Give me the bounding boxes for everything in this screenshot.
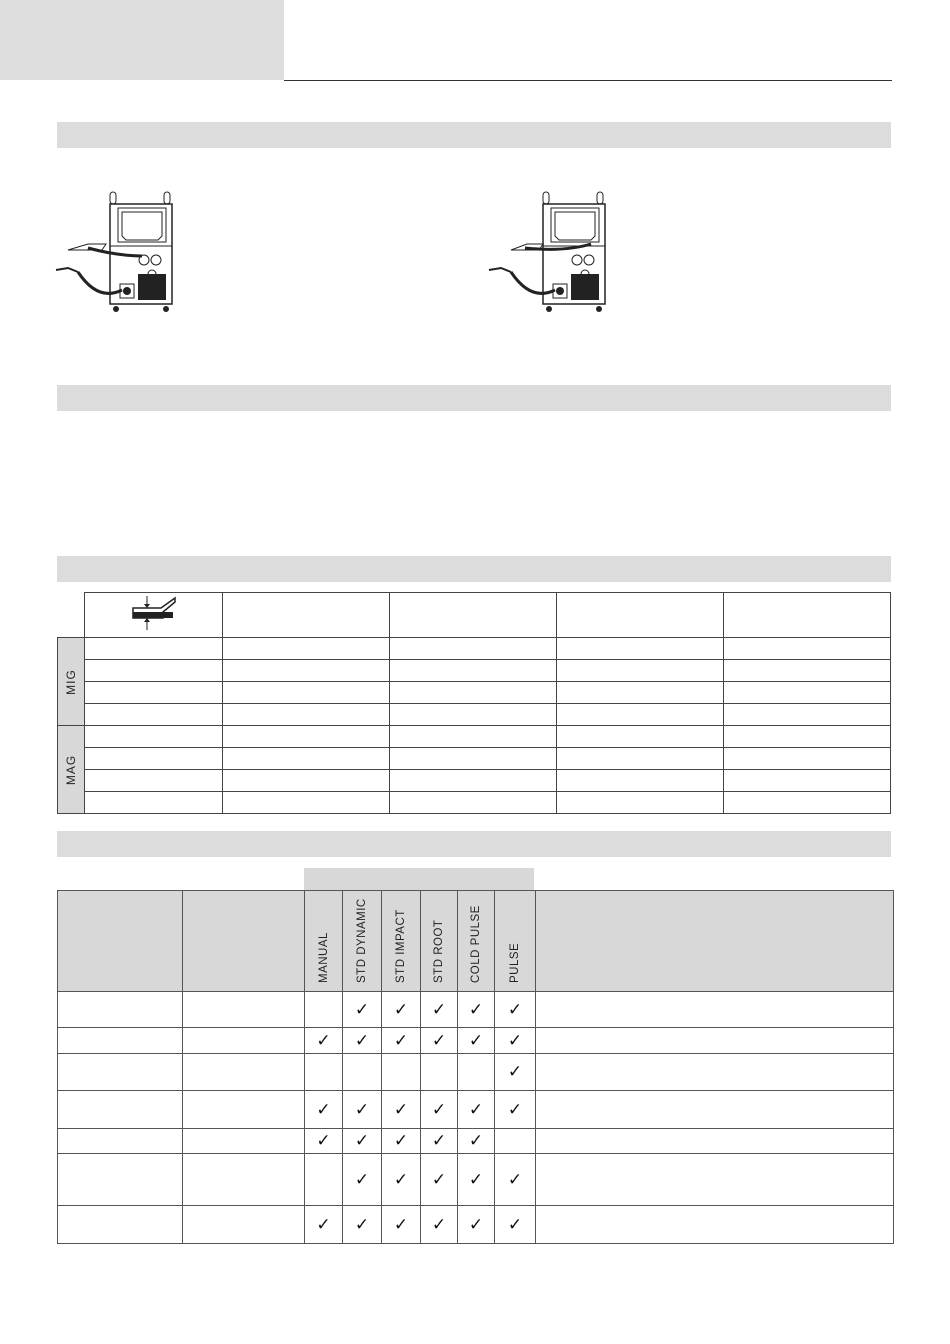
table-cell xyxy=(58,1129,183,1154)
mode-cell xyxy=(495,1028,536,1054)
table-cell xyxy=(223,770,390,792)
table-cell xyxy=(58,1054,183,1091)
table-cell xyxy=(557,660,724,682)
thickness-header-cell xyxy=(85,593,223,638)
mode-cell xyxy=(305,992,343,1028)
table-cell xyxy=(223,726,390,748)
mode-header-pulse: PULSE xyxy=(495,891,536,992)
mode-cell xyxy=(382,1091,421,1129)
header-cell xyxy=(183,891,305,992)
table-cell xyxy=(390,638,557,660)
mode-cell xyxy=(343,1129,382,1154)
checkmark-icon: ✓ xyxy=(431,1169,447,1190)
mode-cell xyxy=(343,1154,382,1206)
mode-cell xyxy=(305,1091,343,1129)
table-cell xyxy=(536,1129,894,1154)
checkmark-icon: ✓ xyxy=(393,1169,409,1190)
table-cell xyxy=(183,1154,305,1206)
table-cell xyxy=(223,748,390,770)
table-cell xyxy=(557,704,724,726)
table-cell xyxy=(183,1091,305,1129)
welding-machine-illustration-left xyxy=(52,188,182,314)
mode-cell xyxy=(458,1054,495,1091)
mode-header-std-impact: STD IMPACT xyxy=(382,891,421,992)
checkmark-icon: ✓ xyxy=(431,1131,447,1151)
mode-cell xyxy=(495,1129,536,1154)
table-cell xyxy=(557,748,724,770)
table-cell xyxy=(536,1154,894,1206)
mode-cell xyxy=(421,1129,458,1154)
header-cell xyxy=(390,593,557,638)
header-cell xyxy=(58,891,183,992)
table-cell xyxy=(183,1129,305,1154)
mode-cell xyxy=(305,1054,343,1091)
mode-cell xyxy=(421,1091,458,1129)
table-cell xyxy=(536,1091,894,1129)
mode-cell xyxy=(458,1028,495,1054)
mode-cell xyxy=(382,1154,421,1206)
group-label-mag: MAG xyxy=(58,726,85,814)
table-row xyxy=(58,992,894,1028)
table-cell xyxy=(390,704,557,726)
checkmark-icon: ✓ xyxy=(354,1131,370,1151)
header-rule xyxy=(284,80,892,81)
table-cell xyxy=(557,682,724,704)
checkmark-icon: ✓ xyxy=(468,1169,484,1190)
checkmark-icon: ✓ xyxy=(507,999,523,1020)
mode-cell xyxy=(343,1054,382,1091)
table-cell xyxy=(85,770,223,792)
table-cell xyxy=(85,682,223,704)
table-cell xyxy=(390,792,557,814)
checkmark-icon: ✓ xyxy=(507,1099,523,1120)
checkmark-icon: ✓ xyxy=(354,1214,370,1235)
mode-cell xyxy=(305,1129,343,1154)
checkmark-icon: ✓ xyxy=(468,999,484,1020)
section-bar-2 xyxy=(57,385,891,411)
mode-cell xyxy=(305,1206,343,1244)
mode-cell xyxy=(421,1054,458,1091)
table-cell xyxy=(58,1206,183,1244)
checkmark-icon: ✓ xyxy=(507,1169,523,1190)
table-cell xyxy=(536,1206,894,1244)
mode-cell xyxy=(421,992,458,1028)
modes-table xyxy=(57,890,894,1244)
checkmark-icon: ✓ xyxy=(431,999,447,1020)
checkmark-icon: ✓ xyxy=(354,1169,370,1190)
section-bar-4 xyxy=(57,831,891,857)
welding-machine-illustration-right xyxy=(485,188,615,314)
checkmark-icon: ✓ xyxy=(393,1099,409,1120)
table-cell xyxy=(223,792,390,814)
table-cell xyxy=(536,1028,894,1054)
table-cell xyxy=(557,770,724,792)
table-cell xyxy=(724,748,891,770)
mode-cell xyxy=(458,1154,495,1206)
mode-cell xyxy=(495,1206,536,1244)
mode-cell xyxy=(495,1091,536,1129)
header-cell xyxy=(536,891,894,992)
table-cell xyxy=(85,660,223,682)
mode-cell xyxy=(495,1154,536,1206)
mode-cell xyxy=(382,1054,421,1091)
table-cell xyxy=(223,638,390,660)
mode-cell xyxy=(458,1091,495,1129)
table-cell xyxy=(85,704,223,726)
table-cell xyxy=(58,1154,183,1206)
mode-header-std-root: STD ROOT xyxy=(421,891,458,992)
table-cell xyxy=(223,704,390,726)
table-cell xyxy=(724,770,891,792)
header-block xyxy=(0,0,284,80)
mode-cell xyxy=(421,1028,458,1054)
mode-cell xyxy=(458,992,495,1028)
mode-cell xyxy=(343,1206,382,1244)
checkmark-icon: ✓ xyxy=(507,1062,523,1082)
table-row xyxy=(58,1129,894,1154)
checkmark-icon: ✓ xyxy=(393,1214,409,1235)
table-cell xyxy=(390,726,557,748)
table-row xyxy=(58,1154,894,1206)
table-cell xyxy=(557,726,724,748)
table-cell xyxy=(223,660,390,682)
table-cell xyxy=(557,638,724,660)
mode-cell xyxy=(382,1028,421,1054)
table-cell xyxy=(536,992,894,1028)
table-cell xyxy=(85,638,223,660)
table-cell xyxy=(183,1206,305,1244)
mode-cell xyxy=(495,992,536,1028)
checkmark-icon: ✓ xyxy=(507,1030,523,1051)
table-cell xyxy=(724,726,891,748)
table-cell xyxy=(58,1091,183,1129)
mode-cell xyxy=(343,992,382,1028)
sheet-thickness-icon xyxy=(129,594,179,632)
thickness-table xyxy=(57,592,891,814)
table-cell xyxy=(390,748,557,770)
mode-cell xyxy=(382,1129,421,1154)
table-cell xyxy=(724,792,891,814)
checkmark-icon: ✓ xyxy=(393,999,409,1020)
table-cell xyxy=(58,992,183,1028)
checkmark-icon: ✓ xyxy=(316,1030,331,1051)
table-cell xyxy=(85,792,223,814)
table-cell xyxy=(85,748,223,770)
section-bar-3 xyxy=(57,556,891,582)
header-cell xyxy=(223,593,390,638)
checkmark-icon: ✓ xyxy=(468,1099,484,1120)
mode-cell xyxy=(343,1091,382,1129)
table-cell xyxy=(85,726,223,748)
table-cell xyxy=(724,682,891,704)
mode-cell xyxy=(343,1028,382,1054)
checkmark-icon: ✓ xyxy=(431,1099,447,1120)
modes-group-header xyxy=(304,868,534,890)
checkmark-icon: ✓ xyxy=(468,1131,484,1151)
section-bar-1 xyxy=(57,122,891,148)
mode-cell xyxy=(421,1154,458,1206)
checkmark-icon: ✓ xyxy=(316,1214,331,1235)
mode-cell xyxy=(305,1028,343,1054)
mode-header-std-dynamic: STD DYNAMIC xyxy=(343,891,382,992)
table-row xyxy=(58,1206,894,1244)
checkmark-icon: ✓ xyxy=(393,1030,409,1051)
table-row xyxy=(58,1091,894,1129)
table-cell xyxy=(557,792,724,814)
table-cell xyxy=(390,682,557,704)
table-cell xyxy=(183,1054,305,1091)
table-cell xyxy=(183,992,305,1028)
checkmark-icon: ✓ xyxy=(354,999,370,1020)
table-row xyxy=(58,1028,894,1054)
checkmark-icon: ✓ xyxy=(393,1131,409,1151)
mode-cell xyxy=(458,1129,495,1154)
table-cell xyxy=(724,704,891,726)
checkmark-icon: ✓ xyxy=(507,1214,523,1235)
table-cell xyxy=(183,1028,305,1054)
checkmark-icon: ✓ xyxy=(431,1214,447,1235)
mode-cell xyxy=(382,992,421,1028)
table-cell xyxy=(390,660,557,682)
checkmark-icon: ✓ xyxy=(354,1099,370,1120)
mode-cell xyxy=(305,1154,343,1206)
mode-cell xyxy=(382,1206,421,1244)
checkmark-icon: ✓ xyxy=(468,1030,484,1051)
table-cell xyxy=(390,770,557,792)
table-cell xyxy=(724,660,891,682)
header-cell xyxy=(557,593,724,638)
checkmark-icon: ✓ xyxy=(468,1214,484,1235)
table-cell xyxy=(724,638,891,660)
mode-cell xyxy=(458,1206,495,1244)
checkmark-icon: ✓ xyxy=(316,1131,331,1151)
checkmark-icon: ✓ xyxy=(431,1030,447,1051)
mode-header-cold-pulse: COLD PULSE xyxy=(458,891,495,992)
mode-header-manual: MANUAL xyxy=(305,891,343,992)
table-row xyxy=(58,1054,894,1091)
mode-cell xyxy=(421,1206,458,1244)
checkmark-icon: ✓ xyxy=(354,1030,370,1051)
table-cell xyxy=(536,1054,894,1091)
table-cell xyxy=(223,682,390,704)
checkmark-icon: ✓ xyxy=(316,1099,331,1120)
table-cell xyxy=(58,1028,183,1054)
group-label-mig: MIG xyxy=(58,638,85,726)
header-cell xyxy=(724,593,891,638)
mode-cell xyxy=(495,1054,536,1091)
